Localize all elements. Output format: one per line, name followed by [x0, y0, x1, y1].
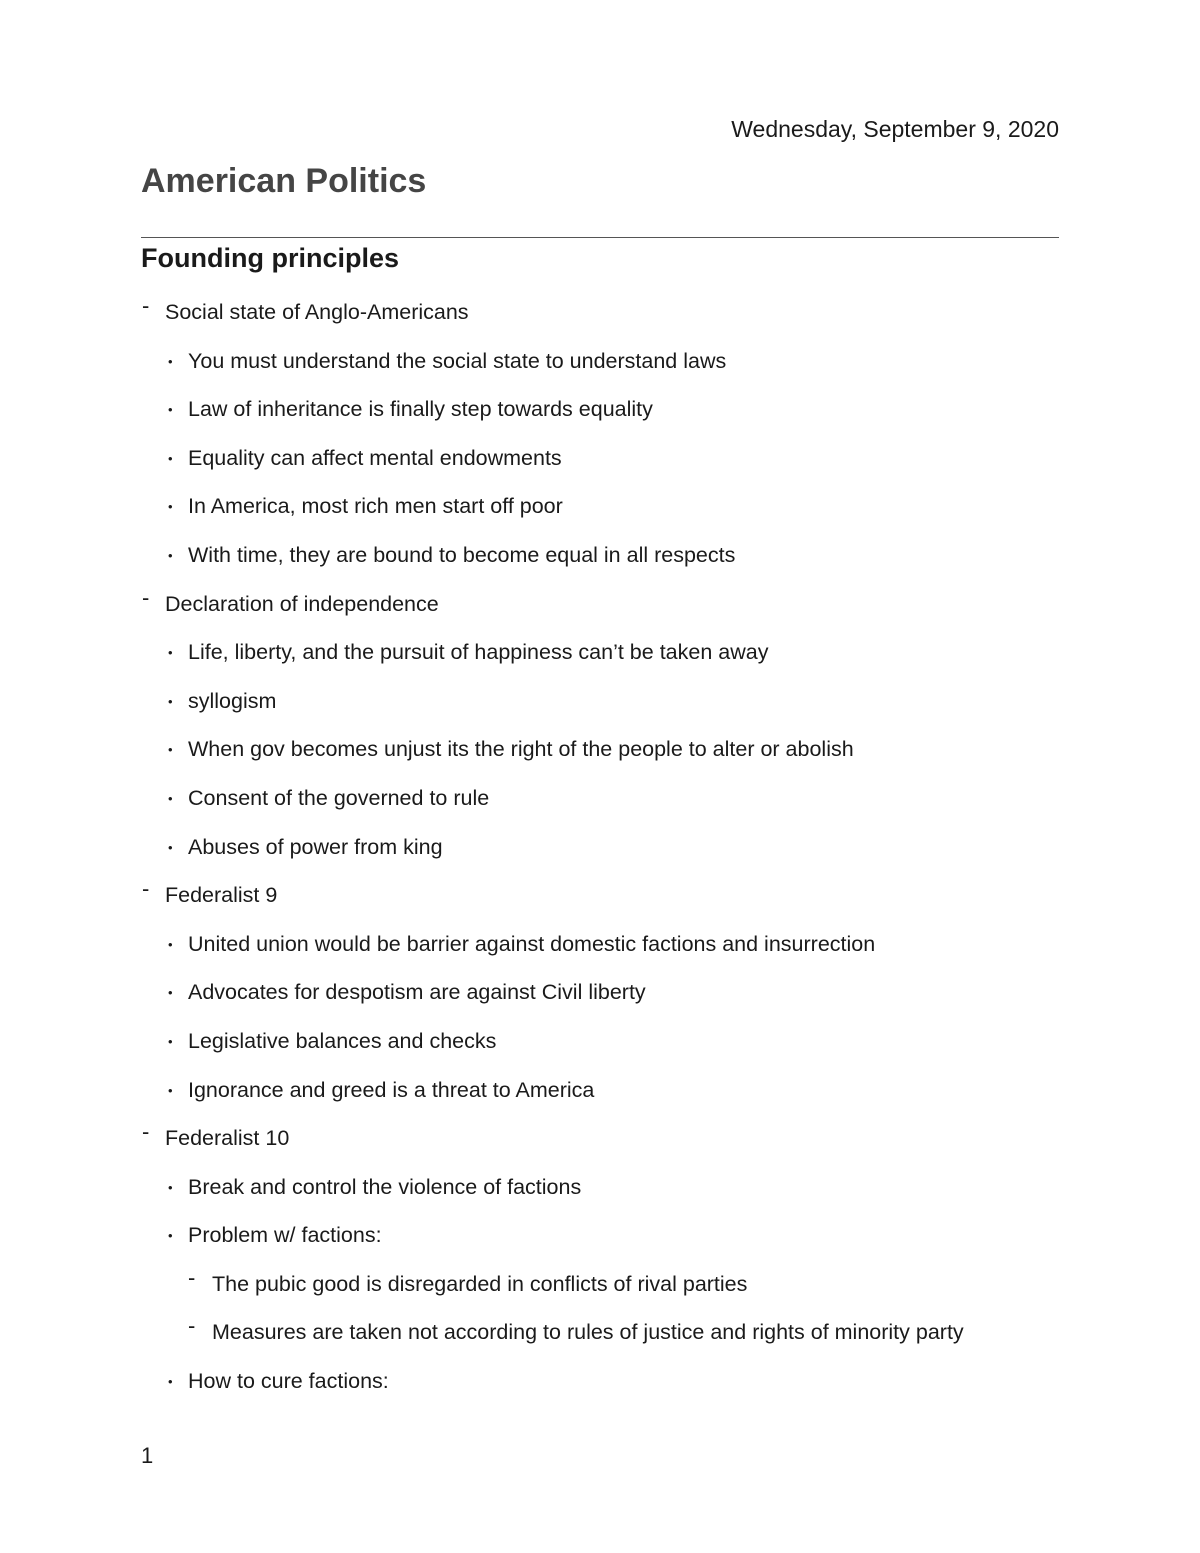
bullet-marker: • [168, 450, 173, 466]
dash-marker: - [142, 293, 150, 318]
section-heading: Founding principles [141, 243, 399, 273]
bullet-marker: • [168, 645, 173, 661]
outline-item-text: Ignorance and greed is a threat to America [188, 1077, 595, 1102]
page-number: 1 [141, 1443, 154, 1468]
outline-item-text: The pubic good is disregarded in conflicts of rival parties [212, 1271, 748, 1296]
outline-item-text: syllogism [188, 688, 277, 713]
outline-item-text: Declaration of independence [165, 591, 439, 616]
outline-item-text: Break and control the violence of factions [188, 1174, 582, 1199]
bullet-item [141, 632, 1071, 681]
title-divider [141, 237, 1059, 238]
bullet-item [141, 1167, 1071, 1216]
dash-marker: - [188, 1264, 196, 1290]
bullet-marker: • [168, 1179, 173, 1195]
bullet-marker: • [168, 499, 173, 515]
bullet-marker: • [168, 693, 173, 709]
outline-item-text: How to cure factions: [188, 1369, 389, 1394]
bullet-item [141, 486, 1071, 535]
bullet-marker: • [168, 985, 173, 1001]
bullet-marker: • [168, 1228, 173, 1244]
outline-item-text: Abuses of power from king [188, 834, 443, 859]
document-title: American Politics [141, 162, 427, 200]
outline-topic [141, 584, 1071, 633]
dash-marker: - [142, 876, 150, 902]
bullet-marker: • [168, 742, 173, 758]
document-date: Wednesday, September 9, 2020 [731, 116, 1059, 142]
bullet-marker: • [168, 402, 173, 418]
bullet-item [141, 729, 1071, 778]
outline-item-text: Federalist 9 [165, 883, 278, 908]
outline-list [141, 292, 1071, 1410]
bullet-item [141, 438, 1071, 487]
outline-item-text: Social state of Anglo-Americans [165, 300, 469, 324]
bullet-marker: • [168, 1082, 173, 1098]
dash-marker: - [188, 1313, 196, 1339]
bullet-item [141, 1021, 1071, 1070]
outline-item-text: Consent of the governed to rule [188, 785, 490, 810]
bullet-item [141, 681, 1071, 730]
outline-item-text: United union would be barrier against domestic factions and insurrection [188, 931, 876, 956]
bullet-item [141, 924, 1071, 973]
outline-item-text: Life, liberty, and the pursuit of happiness can’t be taken away [188, 640, 769, 665]
bullet-marker: • [168, 839, 173, 855]
outline-subitem [141, 1312, 1071, 1361]
outline-item-text: You must understand the social state to understand laws [188, 348, 727, 373]
bullet-item [141, 1215, 1071, 1264]
bullet-marker: • [168, 1033, 173, 1049]
outline-item-text: Measures are taken not according to rules of justice and rights of minority party [212, 1320, 964, 1345]
bullet-item [141, 1070, 1071, 1119]
outline-item-text: Legislative balances and checks [188, 1028, 497, 1053]
outline-item-text: Advocates for despotism are against Civil liberty [188, 980, 646, 1005]
bullet-marker: • [168, 790, 173, 806]
outline-topic [141, 1118, 1071, 1167]
bullet-marker: • [168, 936, 173, 952]
bullet-marker: • [168, 1374, 173, 1390]
bullet-item [141, 389, 1071, 438]
outline-item-text: Federalist 10 [165, 1126, 290, 1151]
outline-topic [141, 875, 1071, 924]
bullet-item [141, 827, 1071, 876]
outline-item-text: Law of inheritance is finally step towards equality [188, 397, 653, 422]
dash-marker: - [142, 584, 150, 610]
outline-item-text: In America, most rich men start off poor [188, 494, 563, 519]
bullet-item [141, 778, 1071, 827]
bullet-item [141, 341, 1071, 390]
outline-subitem [141, 1264, 1071, 1313]
outline-item-text: Problem w/ factions: [188, 1223, 382, 1248]
bullet-item [141, 972, 1071, 1021]
bullet-marker: • [168, 547, 173, 563]
outline-topic [141, 292, 1071, 341]
outline-item-text: When gov becomes unjust its the right of the people to alter or abolish [188, 737, 854, 762]
bullet-marker: • [168, 353, 173, 369]
dash-marker: - [142, 1119, 150, 1145]
bullet-item [141, 1361, 1071, 1410]
outline-item-text: Equality can affect mental endowments [188, 445, 562, 470]
bullet-item [141, 535, 1071, 584]
outline-item-text: With time, they are bound to become equal in all respects [188, 542, 736, 567]
